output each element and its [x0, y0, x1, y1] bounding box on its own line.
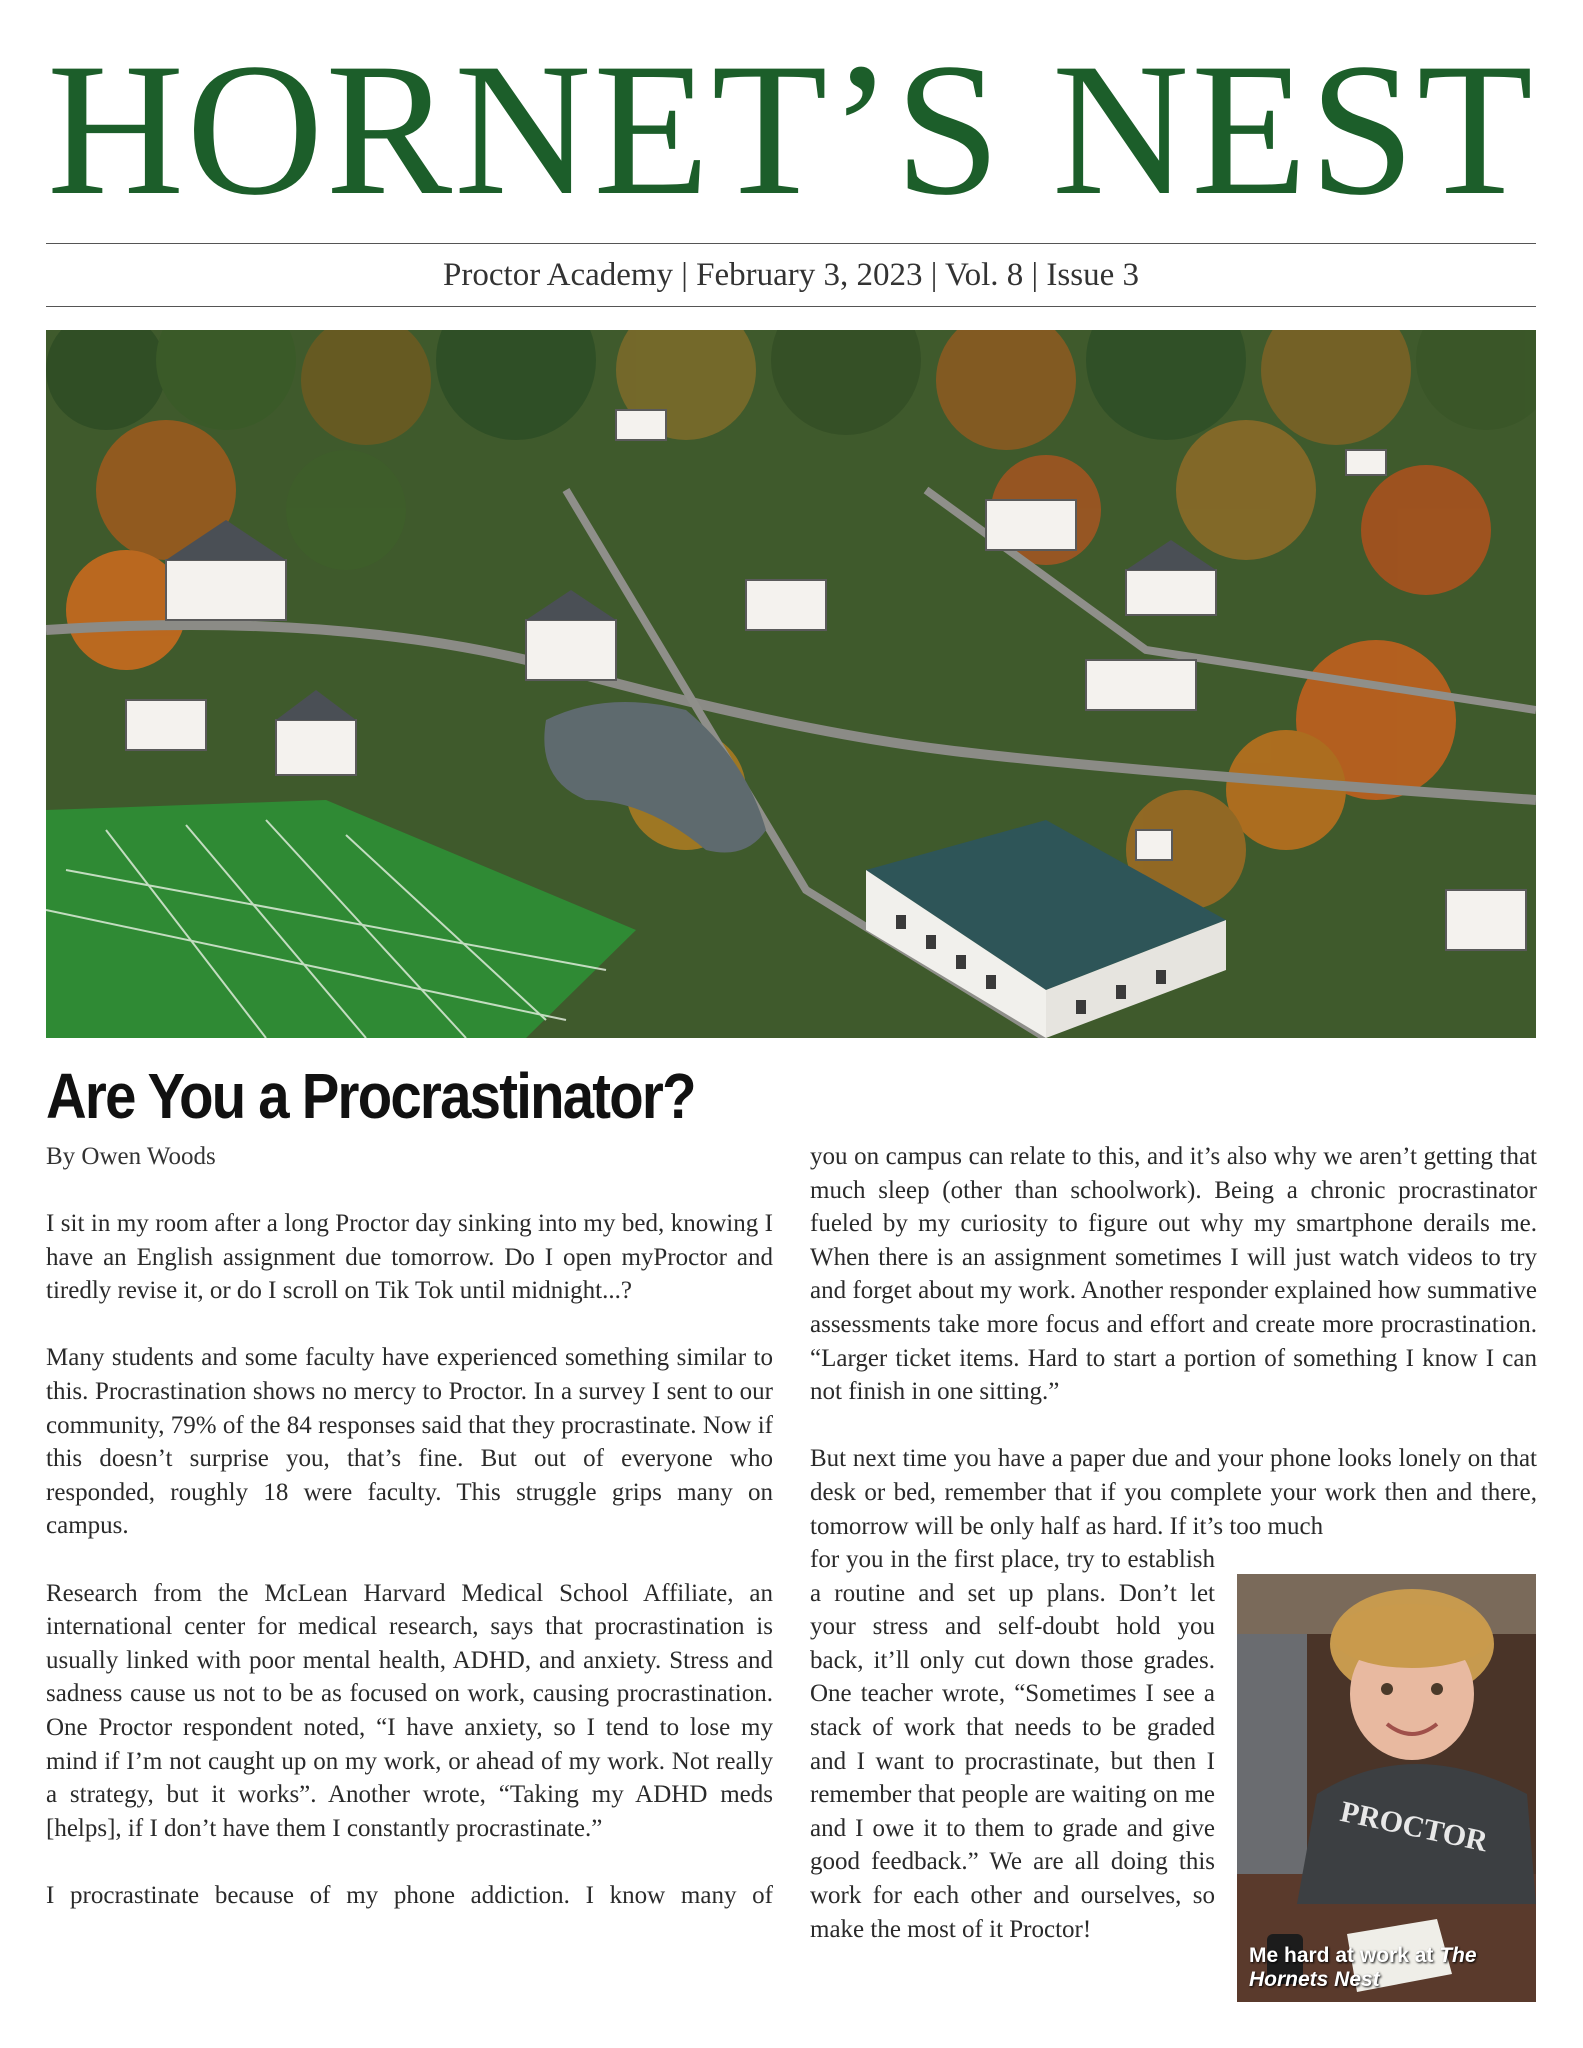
- paragraph: you on campus can relate to this, and it’s also why we aren’t getting that much sleep (other than schoolwork). Being a chronic procrastinator fueled by my curiosity to figure out why my smartphone derails me. When there is an assignment sometimes I will just watch videos to try and forget about my work. Another responder explained how summative assessments take more focus and effort and create more procrastination. “Larger ticket items. Hard to start a portion of something I know I can not finish in one sitting.”: [810, 1143, 1537, 1406]
- masthead-title: HORNET’S NEST: [47, 25, 1535, 235]
- article-column-right: [810, 1140, 1537, 1543]
- article-column-right-narrow: for you in the first place, try to establish a routine and set up plans. Don’t let your stress and self-doubt hold you back, it’ll only cut down those grades. One teacher wrote, “Sometimes I see a stack of work that needs to be graded and I want to procrastinate, but then I remember that people are waiting on me and I owe it to them to grade and give good feedback.” We are all doing this work for each other and ourselves, so make the most of it Proctor!: [810, 1546, 1215, 1943]
- shirt-text: PROCTOR: [1337, 1795, 1491, 1859]
- paragraph: I procrastinate because of my phone addiction. I know many of: [46, 1881, 773, 1909]
- paragraph: Many students and some faculty have experienced something similar to this. Procrastination shows no mercy to Proctor. In a survey I sent to our community, 79% of the 84 responses said that they procrastinate. Now if this doesn’t surprise you, that’s fine. But out of everyone who responded, roughly 18 were faculty. This struggle grips many on campus.: [46, 1344, 773, 1540]
- campus-aerial-photo: [46, 330, 1536, 1038]
- article-column-left: [46, 1207, 773, 1946]
- photo-caption-emphasis: The Hornets Nest: [1249, 1944, 1477, 1991]
- issue-line: Proctor Academy | February 3, 2023 | Vol. 8 | Issue 3: [443, 257, 1139, 293]
- photo-caption-text: Me hard at work at: [1249, 1944, 1440, 1967]
- paragraph: Research from the McLean Harvard Medical School Affiliate, an international center for medical research, says that procrastination is usually linked with poor mental health, ADHD, and anxiety. Stress and sadness cause us not to be as focused on work, causing procrastination. One Proctor respondent noted, “I have anxiety, so I tend to lose my mind if I’m not caught up on my work, or ahead of my work. Not really a strategy, but it works”. Another wrote, “Taking my ADHD meds [helps], if I don’t have them I constantly procrastinate.”: [46, 1579, 773, 1842]
- paragraph: But next time you have a paper due and your phone looks lonely on that desk or bed, remember that if you complete your work then and there, tomorrow will be only half as hard. If it’s too much: [810, 1445, 1537, 1540]
- masthead-rule-top: [46, 243, 1536, 244]
- article-headline: Are You a Procrastinator?: [46, 1060, 695, 1132]
- photo-caption: [1249, 1944, 1529, 1992]
- paragraph: I sit in my room after a long Proctor day sinking into my bed, knowing I have an English assignment due tomorrow. Do I open myProctor and tiredly revise it, or do I scroll on Tik Tok until midnight...?: [46, 1210, 773, 1305]
- article-byline: By Owen Woods: [46, 1143, 216, 1170]
- masthead-rule-bottom: [46, 306, 1536, 307]
- author-photo: [1237, 1574, 1536, 2002]
